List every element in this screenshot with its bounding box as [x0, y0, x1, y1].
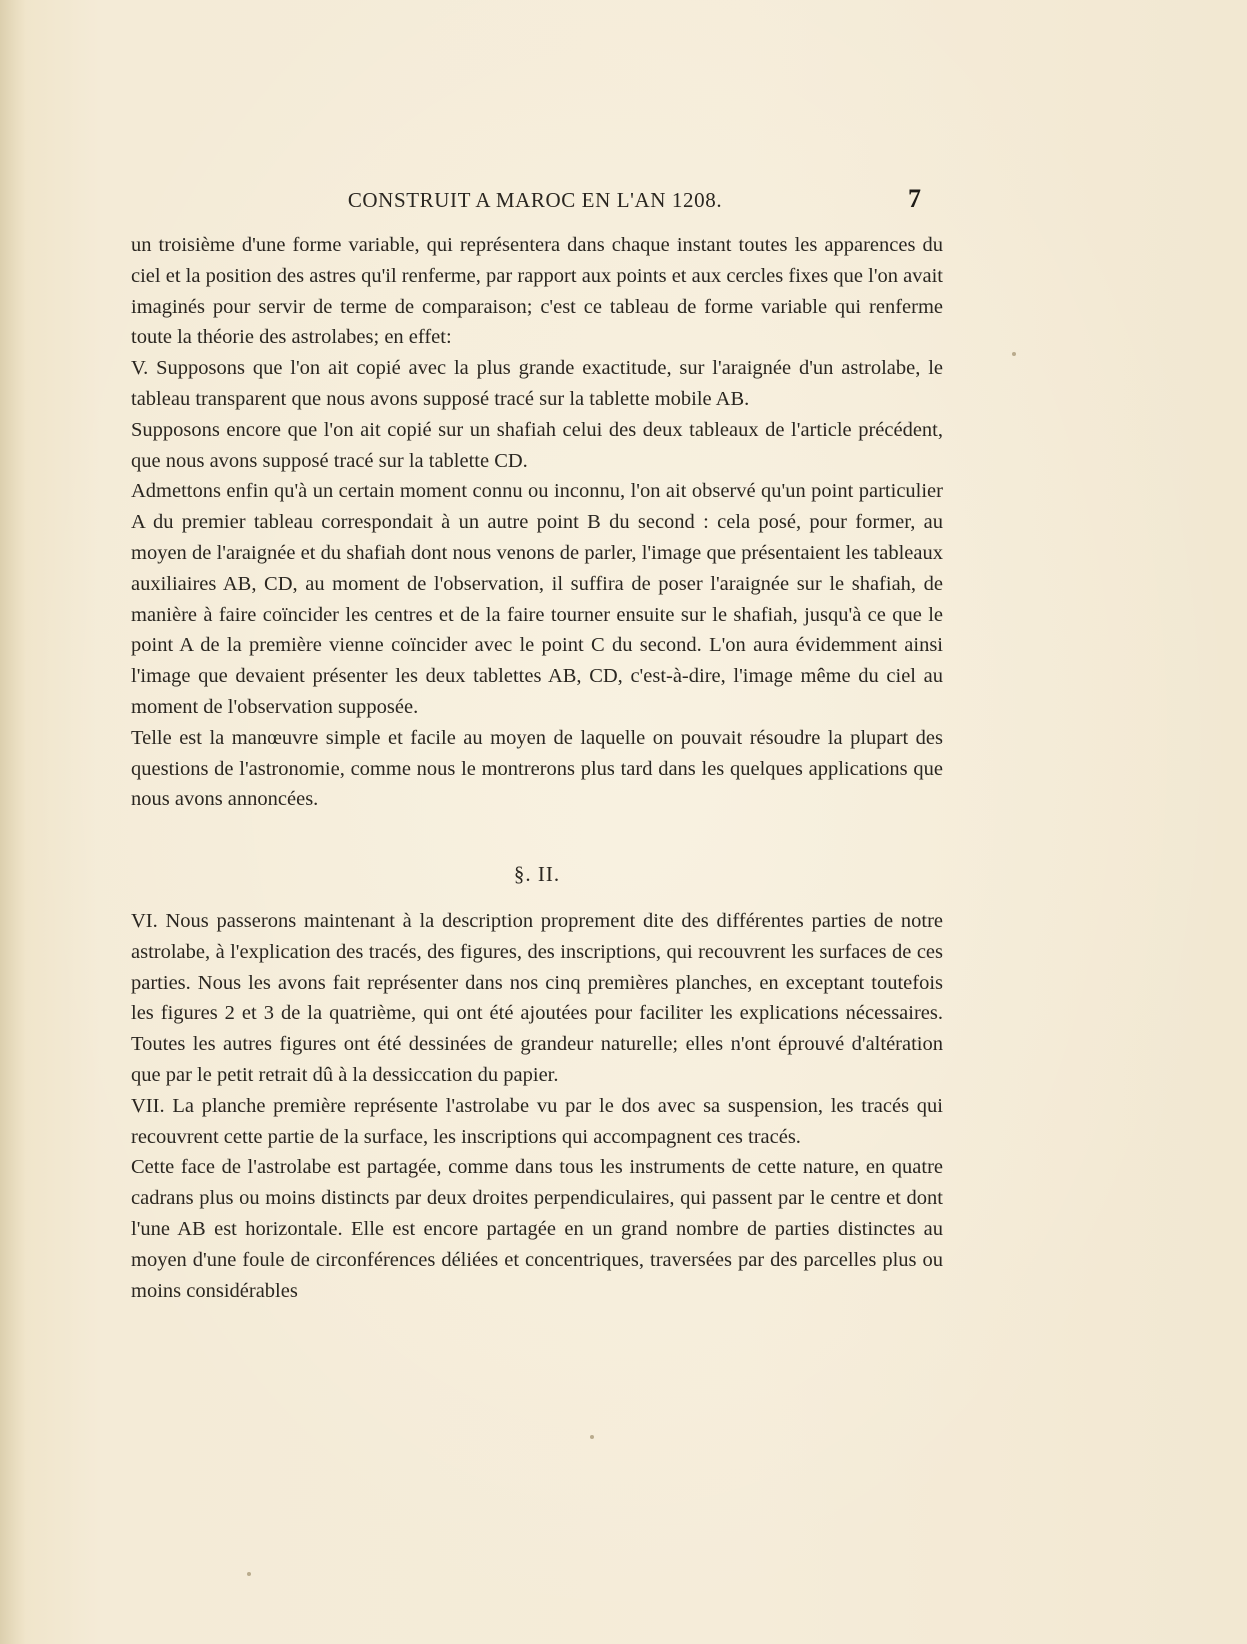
paragraph: Telle est la manœuvre simple et facile au moyen de laquelle on pouvait résoudre la plupart des questions de l'astronomie, comme nous le montrerons plus tard dans les quelques applications que nous avons annoncées. [131, 726, 943, 811]
page-edge-shadow [0, 0, 26, 1644]
paragraph: VII. La planche première représente l'astrolabe vu par le dos avec sa suspension, les tracés qui recouvrent cette partie de la surface, les inscriptions qui accompagnent ces tracés. [131, 1094, 943, 1148]
paragraph: Supposons encore que l'on ait copié sur un shafiah celui des deux tableaux de l'article précédent, que nous avons supposé tracé sur la tablette CD. [131, 418, 943, 472]
running-title: CONSTRUIT A MAROC EN L'AN 1208. [347, 188, 723, 212]
paper-speck [1012, 352, 1016, 356]
running-head [120, 188, 950, 220]
paper-speck [590, 1435, 594, 1439]
section-heading: §. II. [513, 862, 561, 887]
paragraph: un troisième d'une forme variable, qui représentera dans chaque instant toutes les apparences du ciel et la position des astres qu'il renferme, par rapport aux points et aux cercles fixes que l'on avait imaginés pour servir de terme de comparaison; c'est ce tableau de forme variable qui renferme toute la théorie des astrolabes; en effet: [131, 234, 943, 349]
paragraph: VI. Nous passerons maintenant à la description proprement dite des différentes parties de notre astrolabe, à l'explication des tracés, des figures, des inscriptions, qui recouvrent les surfaces de ces parties. Nous les avons fait représenter dans nos cinq premières planches, en exceptant toutefois les figures 2 et 3 de la quatrième, qui ont été ajoutées pour faciliter les explications nécessaires. Toutes les autres figures ont été dessinées de grandeur naturelle; elles n'ont éprouvé d'altération que par le petit retrait dû à la dessiccation du papier. [131, 909, 943, 1086]
paper-speck [247, 1572, 251, 1576]
page-number: 7 [908, 184, 921, 213]
paragraph: Cette face de l'astrolabe est partagée, comme dans tous les instruments de cette nature, en quatre cadrans plus ou moins distincts par deux droites perpendiculaires, qui passent par le centre et dont l'une AB est horizontale. Elle est encore partagée en un grand nombre de parties distinctes au moyen d'une foule de circonférences déliées et concentriques, traversées par des parcelles plus ou moins considérables [131, 1156, 943, 1302]
body-text [131, 230, 943, 1306]
paragraph: V. Supposons que l'on ait copié avec la plus grande exactitude, sur l'araignée d'un astrolabe, le tableau transparent que nous avons supposé tracé sur la tablette mobile AB. [131, 357, 943, 410]
paragraph: Admettons enfin qu'à un certain moment connu ou inconnu, l'on ait observé qu'un point particulier A du premier tableau correspondait à un autre point B du second : cela posé, pour former, au moyen de l'araignée et du shafiah dont nous venons de parler, l'image que présentaient les tableaux auxiliaires AB, CD, au moment de l'observation, il suffira de poser l'araignée sur le shafiah, de manière à faire coïncider les centres et de la faire tourner ensuite sur le shafiah, jusqu'à ce que le point A de la première vienne coïncider avec le point C du second. L'on aura évidemment ainsi l'image que devaient présenter les deux tablettes AB, CD, c'est-à-dire, l'image même du ciel au moment de l'observation supposée. [131, 480, 943, 718]
